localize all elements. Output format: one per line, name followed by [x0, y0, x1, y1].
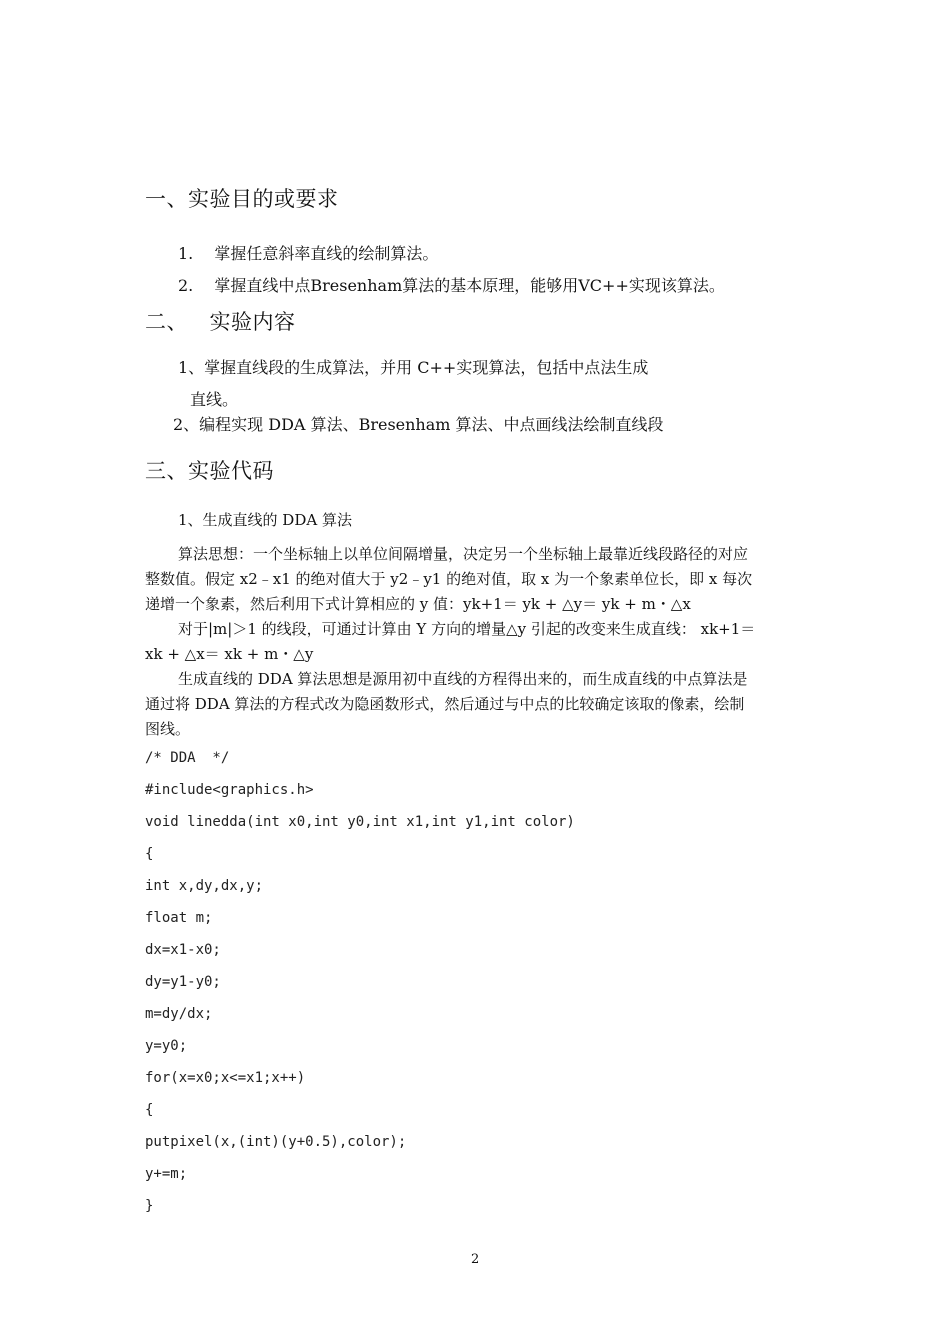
list-item — [178, 273, 725, 296]
paragraph-line: 生成直线的 DDA 算法思想是源用初中直线的方程得出来的，而生成直线的中点算法是 — [178, 670, 748, 688]
subsection-title: 1、生成直线的 DDA 算法 — [178, 511, 352, 529]
section-2-title: 二、 实验内容 — [145, 310, 296, 334]
code-line: { — [145, 846, 154, 862]
section-1-title: 一、实验目的或要求 — [145, 187, 339, 211]
code-line: #include<graphics.h> — [145, 782, 314, 798]
code-line: /* DDA */ — [145, 750, 230, 766]
code-line: float m; — [145, 910, 213, 926]
code-line: } — [145, 1198, 154, 1214]
list-item-text: 掌握任意斜率直线的绘制算法。 — [214, 244, 439, 263]
list-item — [178, 241, 438, 264]
code-line: void linedda(int x0,int y0,int x1,int y1,int color) — [145, 814, 575, 830]
paragraph-line: 递增一个象素，然后利用下式计算相应的 y 值：yk+1＝ yk + △y＝ yk + m・△x — [145, 595, 691, 613]
list-item-text: 掌握直线中点Bresenham算法的基本原理，能够用VC++实现该算法。 — [214, 276, 725, 295]
content-item-1-line-1: 1、掌握直线段的生成算法，并用 C++实现算法，包括中点法生成 — [178, 358, 649, 377]
paragraph-line: 算法思想：一个坐标轴上以单位间隔增量，决定另一个坐标轴上最靠近线段路径的对应 — [178, 545, 749, 563]
code-line: dy=y1-y0; — [145, 974, 221, 990]
section-3-title: 三、实验代码 — [145, 459, 274, 483]
paragraph-line: 对于|m|＞1 的线段，可通过计算由 Y 方向的增量△y 引起的改变来生成直线： xk+1＝ — [178, 620, 756, 638]
code-line: y=y0; — [145, 1038, 188, 1054]
code-line: { — [145, 1102, 154, 1118]
paragraph-line: xk + △x＝ xk + m・△y — [145, 645, 314, 663]
paragraph-line: 通过将 DDA 算法的方程式改为隐函数形式，然后通过与中点的比较确定该取的像素，绘制 — [145, 695, 745, 713]
paragraph-line: 图线。 — [145, 720, 191, 738]
list-item-number: 1. — [178, 244, 194, 263]
code-line: dx=x1-x0; — [145, 942, 221, 958]
content-item-2: 2、编程实现 DDA 算法、Bresenham 算法、中点画线法绘制直线段 — [173, 415, 664, 434]
content-item-1-line-2: 直线。 — [190, 390, 239, 409]
list-item-number: 2. — [178, 276, 194, 295]
code-line: for(x=x0;x<=x1;x++) — [145, 1070, 306, 1086]
code-line: y+=m; — [145, 1166, 188, 1182]
code-line: m=dy/dx; — [145, 1006, 213, 1022]
code-line: putpixel(x,(int)(y+0.5),color); — [145, 1134, 407, 1150]
paragraph-line: 整数值。假定 x2﹣x1 的绝对值大于 y2﹣y1 的绝对值，取 x 为一个象素单位长，即 x 每次 — [145, 570, 753, 588]
code-line: int x,dy,dx,y; — [145, 878, 264, 894]
page-number: 2 — [471, 1252, 480, 1267]
